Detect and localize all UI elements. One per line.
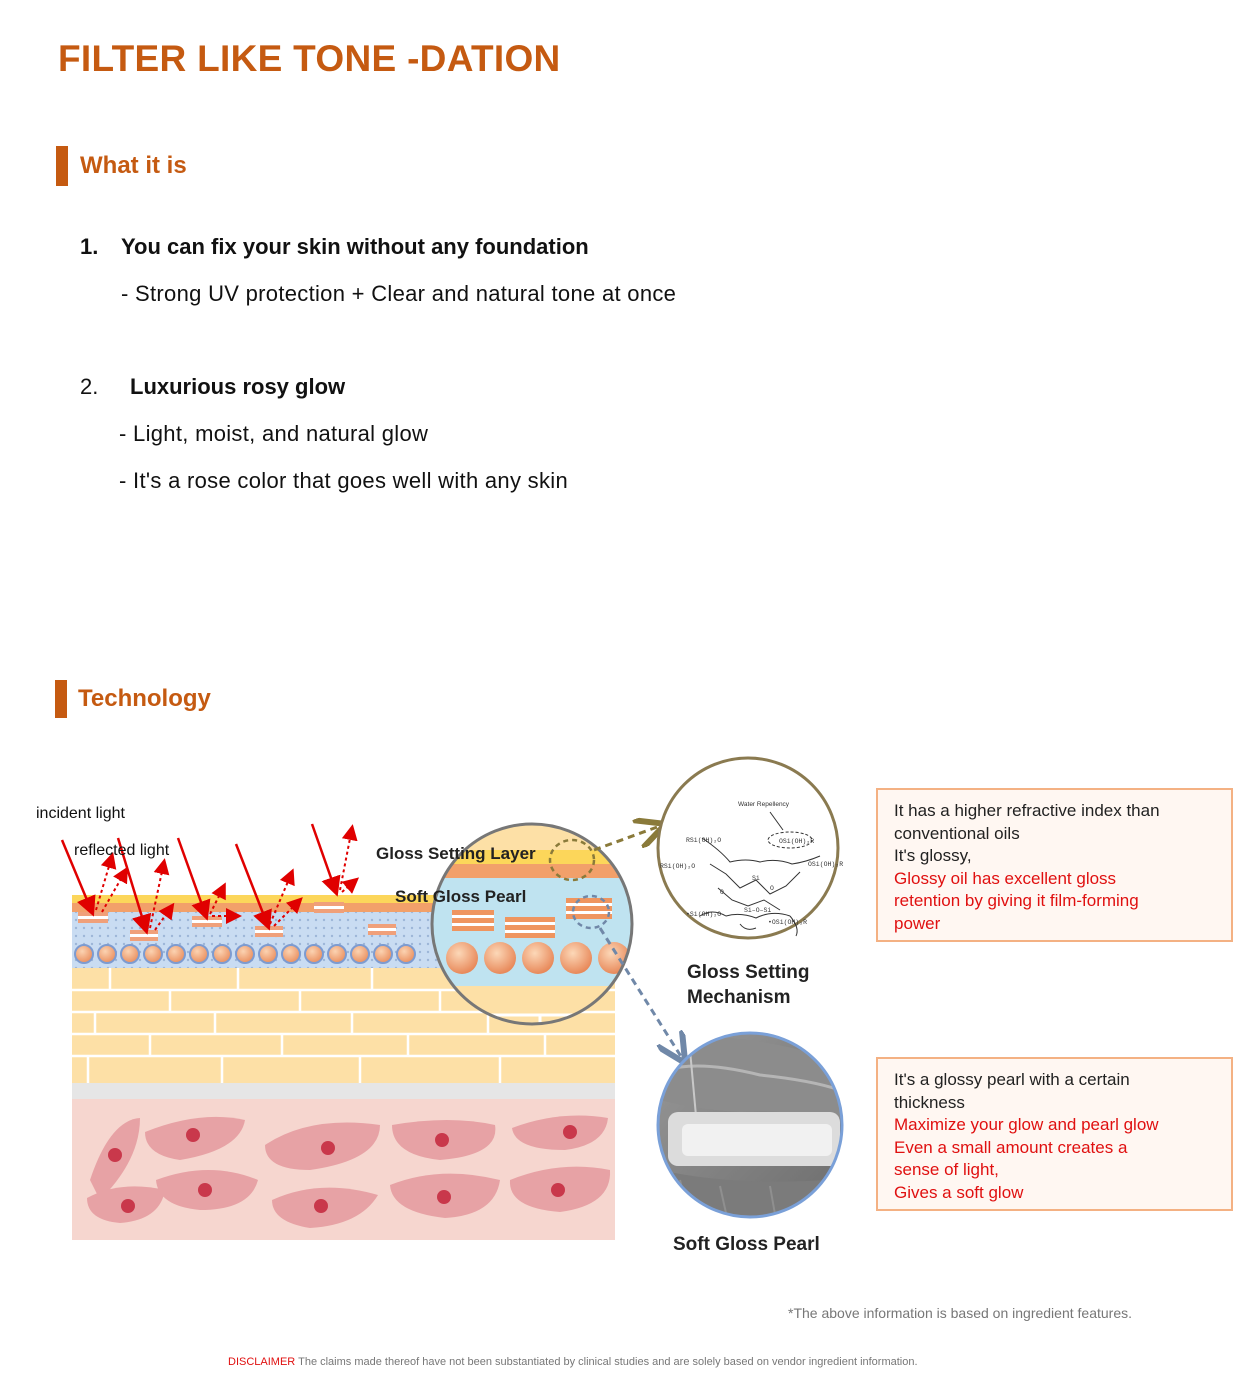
box-line-red: retention by giving it film-forming — [894, 891, 1139, 910]
box-line-red: power — [894, 913, 941, 933]
box-line: It has a higher refractive index than — [894, 801, 1160, 820]
gloss-setting-layer-label: Gloss Setting Layer — [376, 844, 536, 863]
disclaimer-text: The claims made thereof have not been substantiated by clinical studies and are solely based on vendor ingredient information. — [295, 1356, 918, 1368]
svg-text:RSi(OH)₂O: RSi(OH)₂O — [686, 837, 722, 844]
section-marker — [56, 146, 68, 186]
page-title: FILTER LIKE TONE -DATION — [58, 38, 561, 79]
svg-text:•Si(OH)₂O: •Si(OH)₂O — [686, 911, 722, 918]
box-line: thickness — [894, 1092, 965, 1112]
svg-text:Si: Si — [752, 875, 760, 882]
svg-text:•OSi(OH)₂R: •OSi(OH)₂R — [768, 919, 808, 926]
box-line: It's a glossy pearl with a certain — [894, 1070, 1130, 1089]
soft-gloss-pearl-label: Soft Gloss Pearl — [395, 887, 527, 906]
box-line-red: Gives a soft glow — [894, 1182, 1024, 1202]
section-marker — [55, 680, 67, 718]
item-number: 1. — [80, 234, 99, 259]
box-line: It's glossy, — [894, 846, 972, 865]
footnote: *The above information is based on ingredient features. — [788, 1305, 1132, 1321]
info-box-soft-gloss-pearl — [876, 1057, 1233, 1211]
svg-text:Si–O–Si: Si–O–Si — [744, 907, 772, 914]
svg-text:O: O — [770, 885, 774, 892]
box-line-red: Glossy oil has excellent gloss — [894, 868, 1117, 888]
svg-text:OSi(OH)₂R: OSi(OH)₂R — [779, 838, 815, 845]
item-bullet: - Light, moist, and natural glow — [119, 421, 429, 446]
disclaimer-keyword: DISCLAIMER — [228, 1356, 296, 1368]
pearl-caption: Soft Gloss Pearl — [673, 1234, 820, 1255]
item-bullet: - Strong UV protection + Clear and natural tone at once — [121, 281, 677, 306]
box-line-red: Even a small amount creates a — [894, 1137, 1128, 1157]
section-heading-what-it-is: What it is — [80, 152, 187, 179]
svg-text:RSi(OH)₂O: RSi(OH)₂O — [660, 863, 696, 870]
box-line-red: sense of light, — [894, 1160, 999, 1179]
item-number: 2. — [80, 374, 99, 399]
box-line-red: Maximize your glow and pearl glow — [894, 1115, 1159, 1134]
svg-text:O: O — [720, 889, 724, 896]
info-box-gloss-setting — [876, 788, 1233, 942]
box-line: conventional oils — [894, 823, 1020, 843]
item-title: You can fix your skin without any foundation — [121, 234, 589, 259]
mechanism-caption-line1: Gloss Setting — [687, 962, 810, 983]
svg-text:OSi(OH)₂R: OSi(OH)₂R — [808, 861, 844, 868]
item-bullet: - It's a rose color that goes well with any skin — [119, 468, 569, 493]
mechanism-caption-line2: Mechanism — [687, 987, 791, 1008]
reflected-light-label: reflected light — [74, 842, 170, 859]
water-repellency-label: Water Repellency — [738, 801, 790, 808]
incident-light-label: incident light — [36, 805, 125, 822]
item-title: Luxurious rosy glow — [130, 374, 346, 399]
section-heading-technology: Technology — [78, 685, 211, 712]
disclaimer — [228, 1356, 918, 1368]
